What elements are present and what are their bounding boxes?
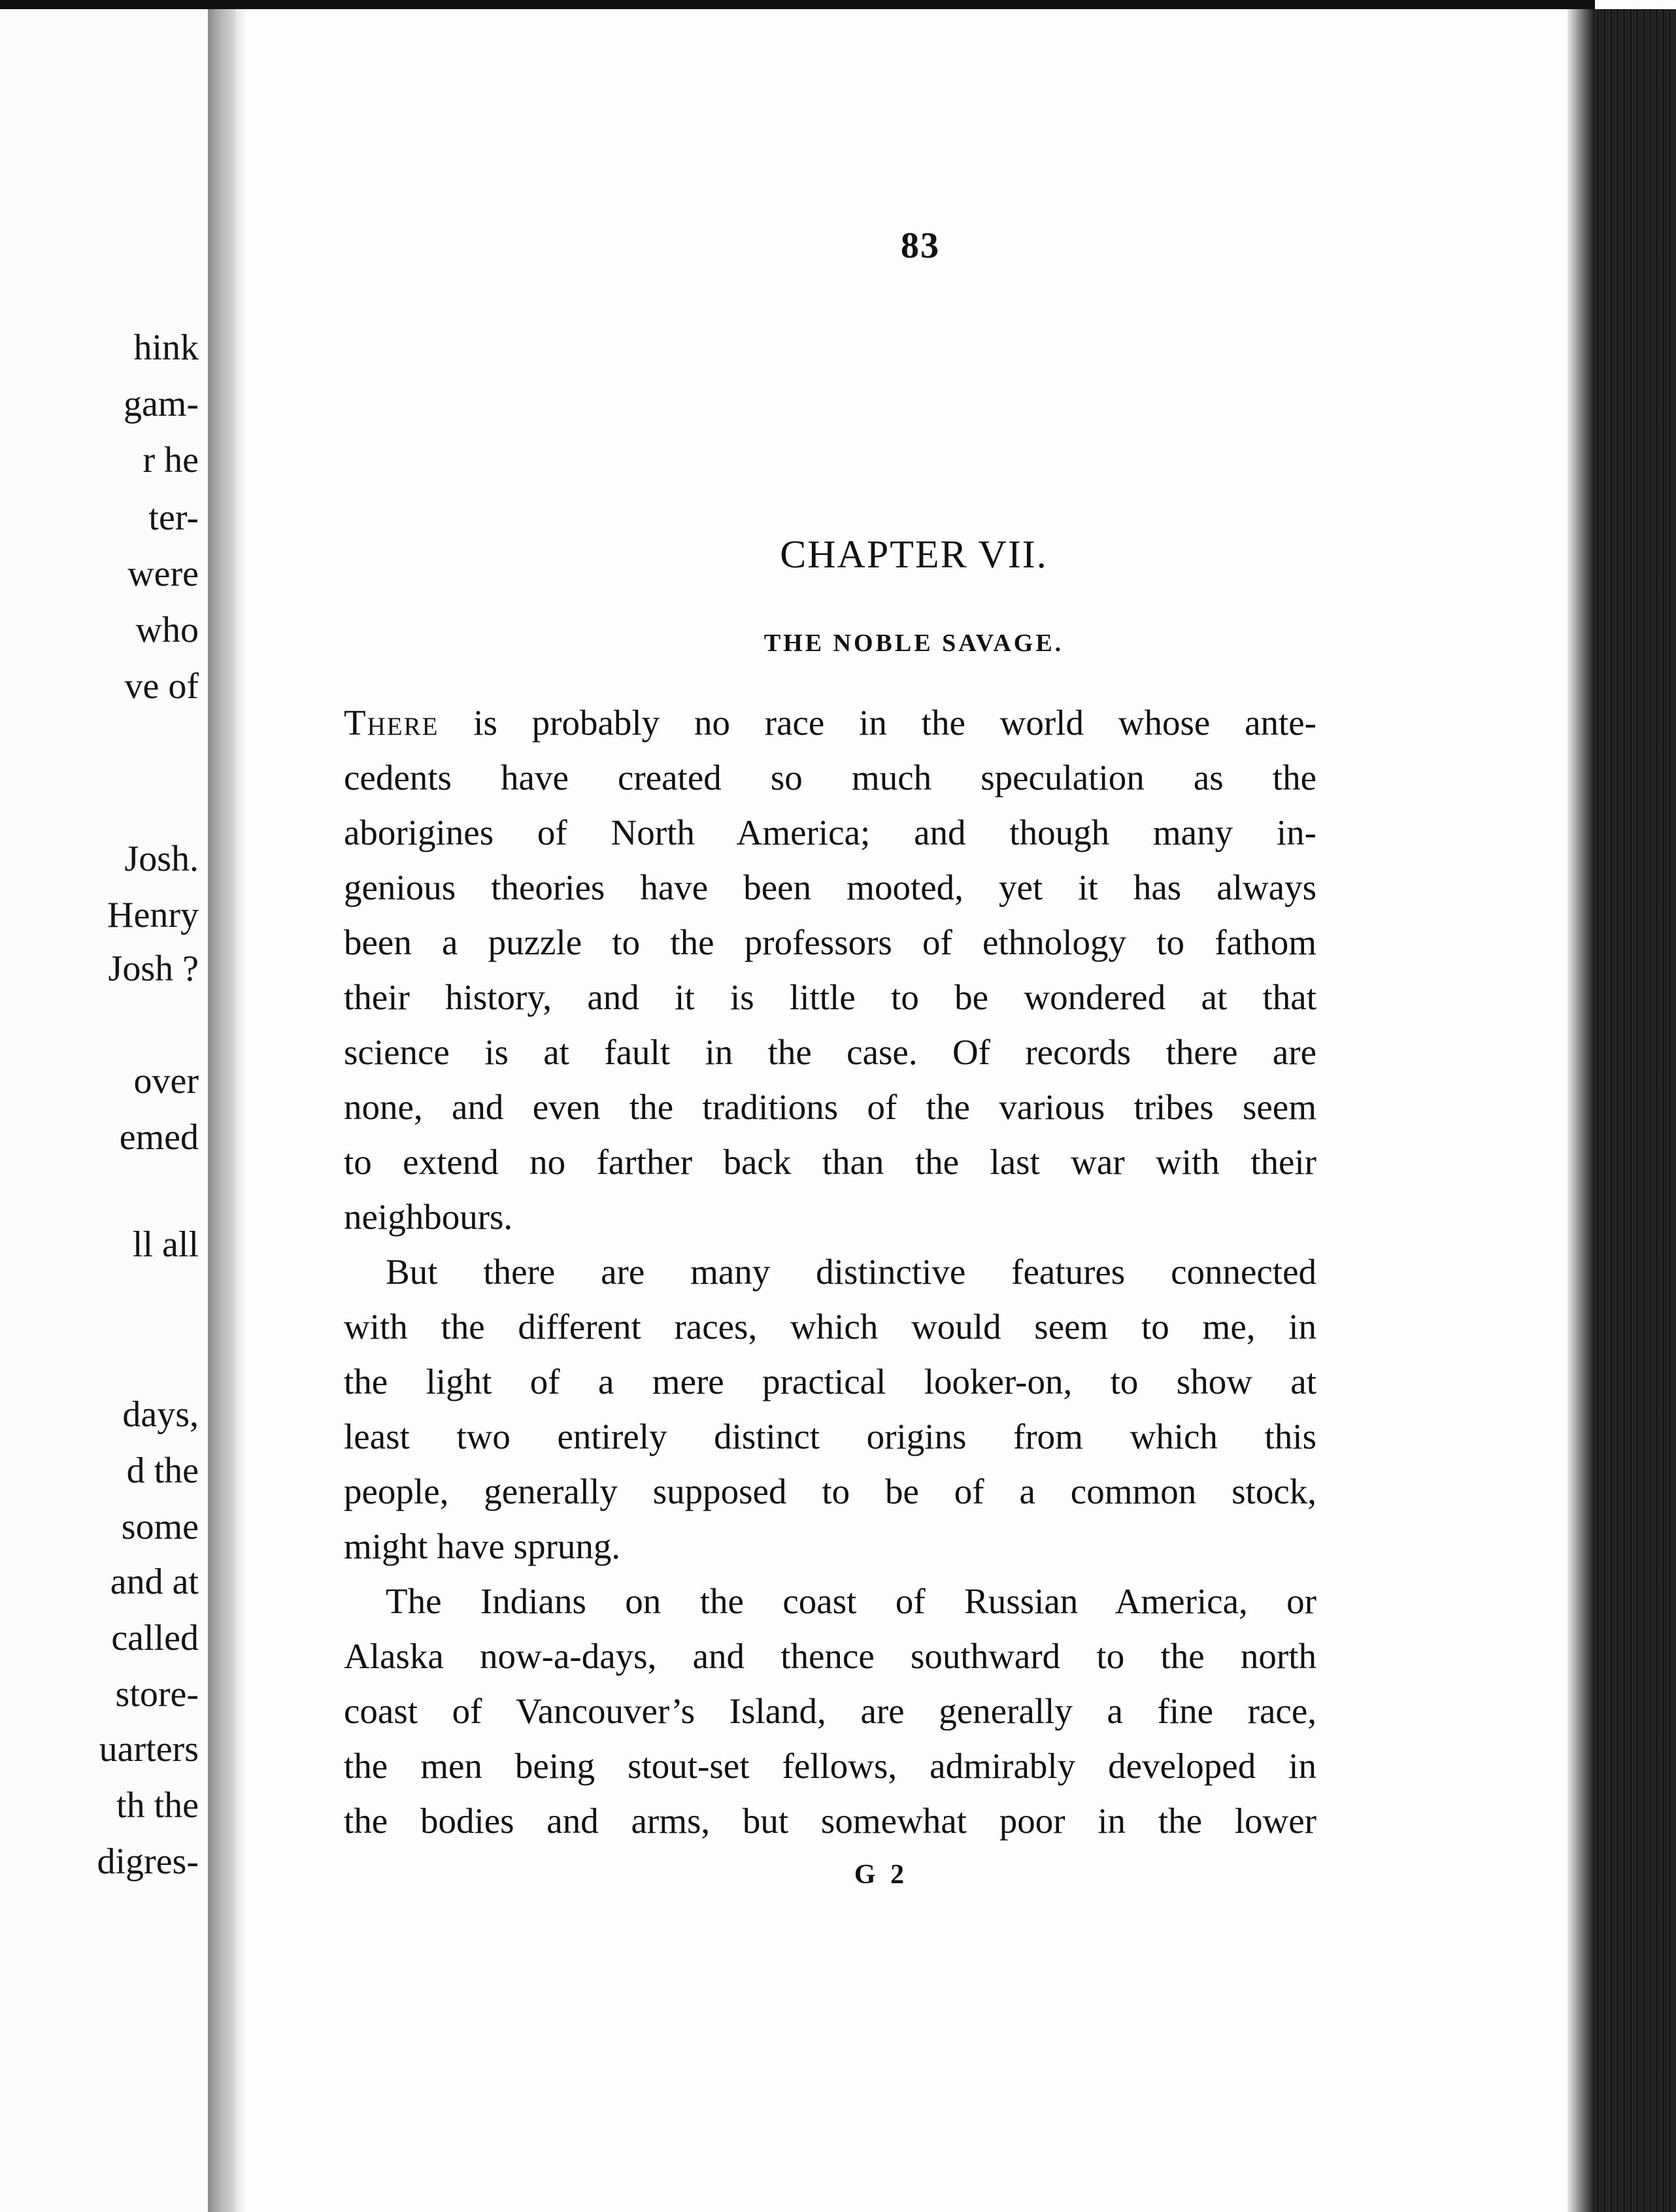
left-page-line: Josh. xyxy=(124,839,199,879)
left-page-line: Henry xyxy=(107,895,199,935)
text-line: genious theories have been mooted, yet it has always xyxy=(344,867,1316,907)
text-line: the bodies and arms, but somewhat poor in the lower xyxy=(344,1801,1316,1841)
text-line: might have sprung. xyxy=(344,1526,621,1566)
left-page-line: were xyxy=(127,554,199,594)
left-page-line: gam- xyxy=(123,384,199,424)
left-page-line: and at xyxy=(110,1562,199,1602)
page-number: 83 xyxy=(901,226,940,266)
left-page-line: days, xyxy=(122,1394,199,1435)
gutter-shadow xyxy=(235,0,247,2212)
text-line: aborigines of North America; and though many in- xyxy=(344,813,1316,852)
text-line: coast of Vancouver’s Island, are generally a fine race, xyxy=(344,1691,1316,1731)
text-line: least two entirely distinct origins from which this xyxy=(344,1416,1316,1456)
text-line: been a puzzle to the professors of ethnology to fathom xyxy=(344,922,1316,962)
left-page-line: store- xyxy=(115,1674,199,1715)
left-page-line: some xyxy=(121,1507,199,1547)
left-page-line: uarters xyxy=(99,1729,199,1769)
text-line: Alaska now-a-days, and thence southward to the north xyxy=(344,1636,1316,1676)
text-line: to extend no farther back than the last war with their xyxy=(344,1142,1316,1182)
text-line: science is at fault in the case. Of records there are xyxy=(344,1032,1316,1072)
chapter-title: CHAPTER VII. xyxy=(780,533,1048,576)
body-text xyxy=(344,695,1316,1849)
left-page-line: emed xyxy=(119,1117,199,1158)
signature-mark: G 2 xyxy=(854,1860,909,1890)
book-gutter xyxy=(208,0,235,2212)
text-line: the men being stout-set fellows, admirably developed in xyxy=(344,1746,1316,1786)
text-line: the light of a mere practical looker-on, to show at xyxy=(344,1362,1316,1401)
text-line: people, generally supposed to be of a common stock, xyxy=(344,1471,1316,1511)
text-line-content: is probably no race in the world whose ante- xyxy=(439,703,1316,743)
left-page-line: Josh ? xyxy=(108,948,199,989)
chapter-subtitle: THE NOBLE SAVAGE. xyxy=(763,629,1064,657)
left-page-line: d the xyxy=(126,1450,199,1491)
text-line: neighbours. xyxy=(344,1197,513,1237)
text-line xyxy=(344,695,1316,750)
left-page-line: called xyxy=(111,1618,199,1658)
left-page-line: over xyxy=(133,1061,199,1101)
left-page-fragment xyxy=(0,9,208,2212)
text-line: cedents have created so much speculation as the xyxy=(344,758,1316,797)
left-page-line: ll all xyxy=(132,1224,199,1265)
left-page-line: hink xyxy=(133,327,199,368)
left-page-line: r he xyxy=(142,440,199,480)
text-line: The Indians on the coast of Russian America, or xyxy=(386,1581,1316,1621)
scan-top-edge xyxy=(0,0,1595,9)
text-line: none, and even the traditions of the various tribes seem xyxy=(344,1087,1316,1127)
left-page-line: ve of xyxy=(124,666,199,707)
left-page-line: th the xyxy=(116,1785,199,1826)
book-edge-shadow xyxy=(1567,9,1594,2212)
text-line: But there are many distinctive features connected xyxy=(386,1252,1316,1292)
text-line: their history, and it is little to be wondered at that xyxy=(344,977,1316,1017)
left-page-line: ter- xyxy=(148,497,199,538)
book-page xyxy=(247,9,1567,2212)
text-line: with the different races, which would seem to me, in xyxy=(344,1307,1316,1347)
left-page-line: who xyxy=(135,610,199,650)
drop-word: There xyxy=(344,703,439,743)
left-page-line: digres- xyxy=(97,1841,199,1882)
